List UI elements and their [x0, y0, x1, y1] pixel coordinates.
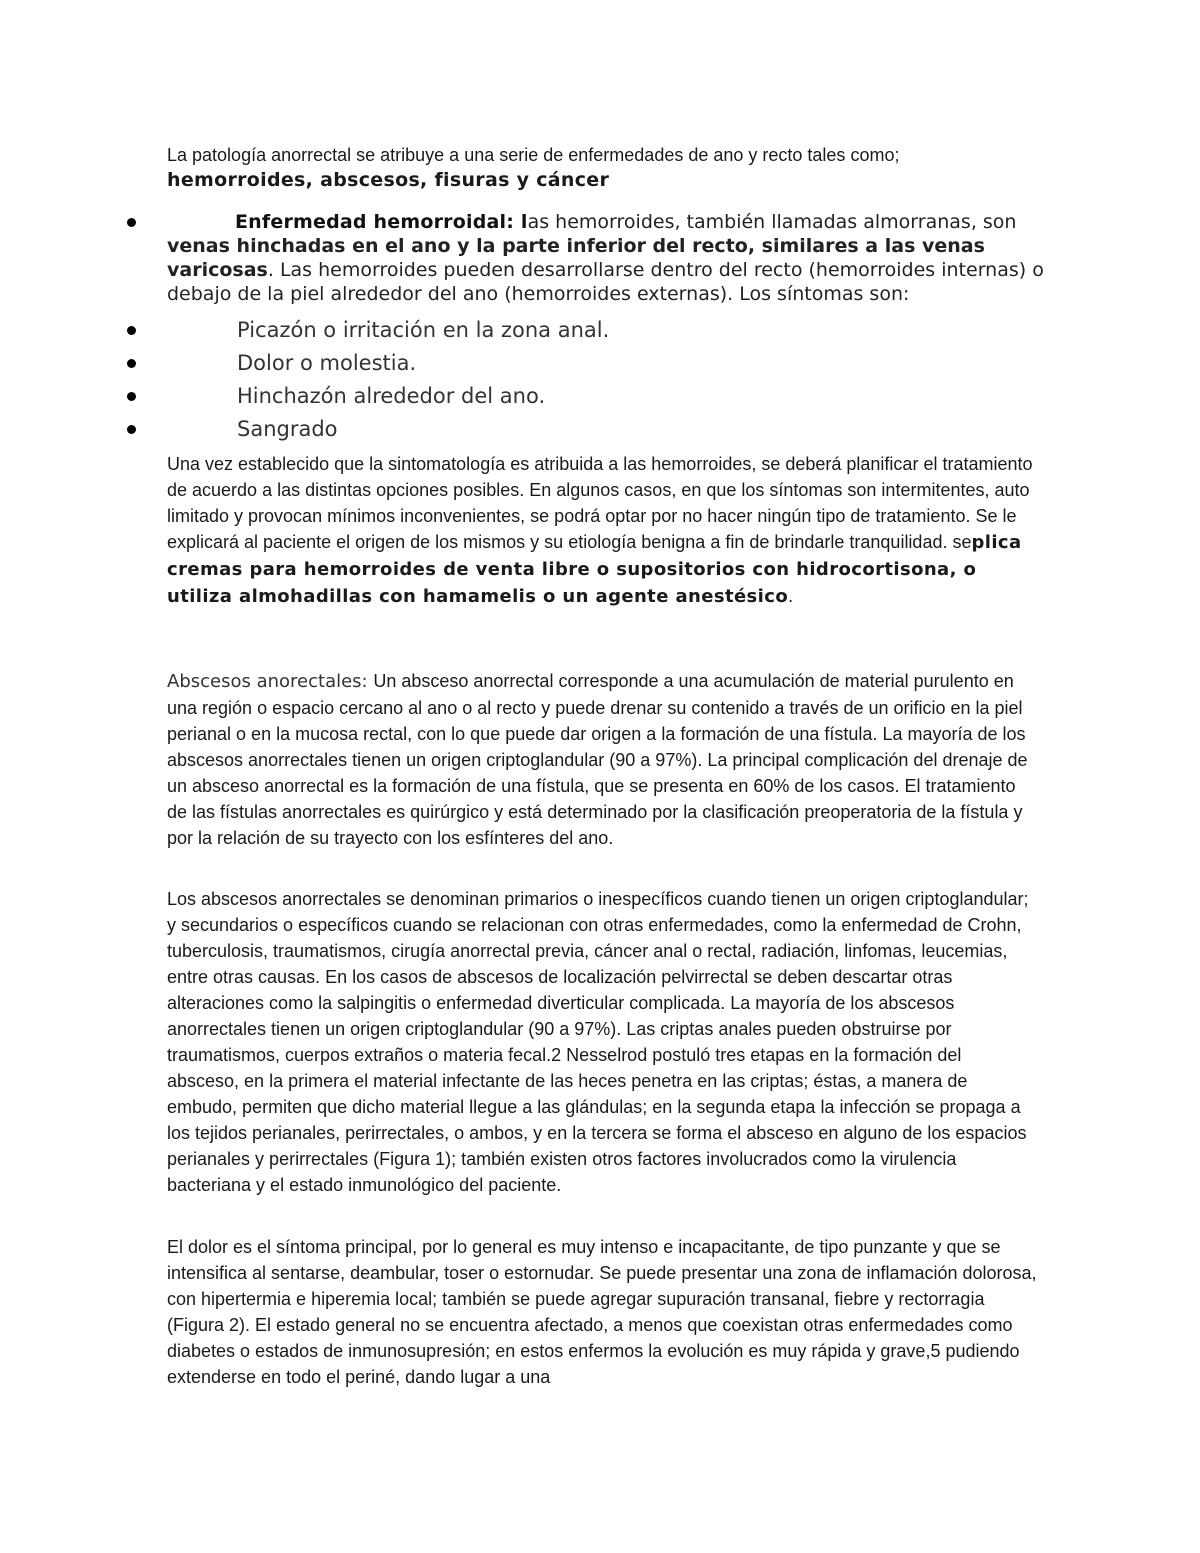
intro-strong-list: hemorroides, abscesos, fisuras y cáncer: [167, 169, 610, 191]
treatment-end: .: [788, 586, 794, 606]
hemorroidal-bold: venas hinchadas en el ano y la parte inferior del recto, similares a las venas varicosas: [167, 235, 985, 281]
symptom-text: Picazón o irritación en la zona anal.: [237, 318, 610, 342]
hemorroidal-text-2: . Las hemorroides pueden desarrollarse dentro del recto (hemorroides internas) o debajo de la piel alrededor del ano (hemorroides externas). Los síntomas son:: [167, 259, 1044, 305]
treatment-text: Una vez establecido que la sintomatología es atribuida a las hemorroides, se deberá planificar el tratamiento de acuerdo a las distintas opciones posibles. En algunos casos, en que los síntomas son intermitentes, auto limitado y provocan mínimos inconvenientes, se podrá optar por no hacer ningún tipo de tratamiento. Se le explicará al paciente el origen de los mismos y su etiología benigna a fin de brindarle tranquilidad. se: [167, 454, 1033, 552]
pain-text: El dolor es el síntoma principal, por lo general es muy intenso e incapacitante, de tipo punzante y que se intensifica al sentarse, deambular, toser o estornudar. Se puede presentar una zona de inflamación dolorosa, con hipertermia e hiperemia local; también se puede agregar supuración transanal, fiebre y rectorragia (Figura 2). El estado general no se encuentra afectado, a menos que coexistan otras enfermedades como diabetes o estados de inmunosupresión; en estos enfermos la evolución es muy rápida y grave,5 pudiendo extenderse en todo el periné, dando lugar a una: [167, 1237, 1037, 1387]
bullet-icon: [127, 359, 136, 368]
bullet-icon: [127, 392, 136, 401]
treatment-paragraph: [167, 451, 1037, 610]
abscess-paragraph: [167, 668, 1037, 851]
abscess-text: Un absceso anorrectal corresponde a una acumulación de material purulento en una región o espacio cercano al ano o al recto y puede drenar su contenido a través de un orificio en la piel perianal o en la mucosa rectal, con lo que puede dar origen a la formación de una fístula. La mayoría de los abscesos anorrectales tienen un origen criptoglandular (90 a 97%). La principal complicación del drenaje de un absceso anorrectal es la formación de una fístula, que se presenta en 60% de los casos. El tratamiento de las fístulas anorrectales es quirúrgico y está determinado por la clasificación preoperatoria de la fístula y por la relación de su trayecto con los esfínteres del ano.: [167, 671, 1028, 848]
classification-paragraph: [167, 886, 1037, 1198]
bullet-icon: [127, 425, 136, 434]
abscess-lead: Abscesos anorectales:: [167, 671, 374, 692]
bullet-icon: [127, 326, 136, 335]
symptom-text: Hinchazón alrededor del ano.: [237, 384, 546, 408]
treatment-bold: plica cremas para hemorroides de venta libre o supositorios con hidrocortisona, o utiliza almohadillas con hamamelis o un agente anestésico: [167, 532, 1022, 607]
bullet-icon: [127, 218, 136, 227]
hemorroidal-paragraph: [167, 210, 1047, 306]
pain-paragraph: [167, 1234, 1037, 1390]
symptom-text: Sangrado: [237, 417, 338, 441]
hemorroidal-text-1: as hemorroides, también llamadas almorranas, son: [527, 211, 1017, 233]
hemorroidal-lead: Enfermedad hemorroidal: l: [235, 211, 528, 233]
classification-text: Los abscesos anorrectales se denominan primarios o inespecíficos cuando tienen un origen criptoglandular; y secundarios o específicos cuando se relacionan con otras enfermedades, como la enfermedad de Crohn, tuberculosis, traumatismos, cirugía anorrectal previa, cáncer anal o rectal, radiación, linfomas, leucemias, entre otras causas. En los casos de abscesos de localización pelvirrectal se deben descartar otras alteraciones como la salpingitis o enfermedad diverticular complicada. La mayoría de los abscesos anorrectales tienen un origen criptoglandular (90 a 97%). Las criptas anales pueden obstruirse por traumatismos, cuerpos extraños o materia fecal.2 Nesselrod postuló tres etapas en la formación del absceso, en la primera el material infectante de las heces penetra en las criptas; éstas, a manera de embudo, permiten que dicho material llegue a las glándulas; en la segunda etapa la infección se propaga a los tejidos perianales, perirrectales, o ambos, y en la tercera se forma el absceso en alguno de los espacios perianales y perirrectales (Figura 1); también existen otros factores involucrados como la virulencia bacteriana y el estado inmunológico del paciente.: [167, 889, 1029, 1195]
intro-paragraph: [167, 143, 1037, 193]
symptom-text: Dolor o molestia.: [237, 351, 417, 375]
intro-text: La patología anorrectal se atribuye a una serie de enfermedades de ano y recto tales como;: [167, 145, 900, 165]
